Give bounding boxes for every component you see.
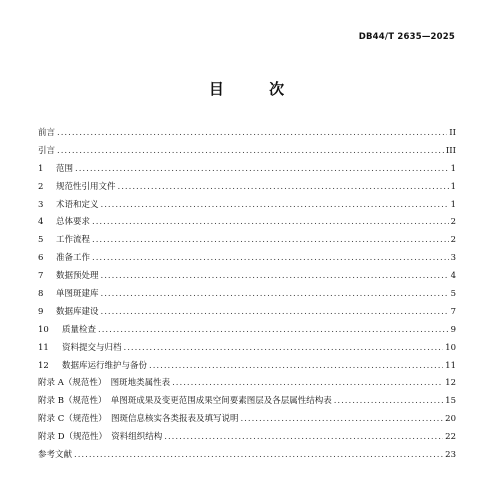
toc-entry-title: 规范性引用文件 (56, 181, 116, 192)
toc-entry[interactable] (38, 125, 456, 143)
toc-dot-leader (334, 393, 443, 411)
toc-entry-page: 1 (450, 163, 456, 174)
toc-entry[interactable] (38, 340, 456, 358)
toc-entry-page: 2 (450, 217, 456, 228)
toc-dot-leader (101, 268, 449, 286)
toc-entry-number: 11 (38, 342, 49, 353)
toc-entry-page: 4 (450, 271, 456, 282)
toc-entry-title: 数据库运行维护与备份 (62, 360, 148, 371)
toc-entry-number: 10 (38, 324, 49, 335)
toc-entry-title: 单图斑建库 (56, 289, 99, 300)
toc-entry-page: 1 (450, 181, 456, 192)
toc-entry-number: 3 (38, 199, 44, 210)
toc-entry-number: 5 (38, 235, 44, 246)
toc-entry[interactable] (38, 268, 456, 286)
toc-entry-number: 8 (38, 289, 44, 300)
toc-entry-page: 22 (445, 432, 456, 443)
toc-entry[interactable] (38, 197, 456, 215)
toc-entry-page: 1 (450, 199, 456, 210)
toc-entry-title: 引言 (38, 145, 56, 156)
toc-dot-leader (92, 232, 449, 250)
toc-dot-leader (172, 375, 443, 393)
toc-dot-leader (118, 179, 449, 197)
toc-entry-number: 4 (38, 217, 44, 228)
table-of-contents (38, 125, 456, 465)
toc-entry-page: III (445, 145, 456, 156)
toc-entry[interactable] (38, 411, 456, 429)
toc-entry-number: 2 (38, 181, 44, 192)
toc-entry[interactable] (38, 393, 456, 411)
toc-entry-title: 附录 C（规范性） 图斑信息核实各类报表及填写说明 (38, 414, 239, 425)
toc-dot-leader (98, 322, 449, 340)
toc-entry-page: 5 (450, 289, 456, 300)
toc-dot-leader (101, 197, 449, 215)
toc-entry[interactable] (38, 232, 456, 250)
toc-entry[interactable] (38, 447, 456, 465)
toc-entry-title: 总体要求 (56, 217, 91, 228)
document-code: DB44/T 2635—2025 (358, 32, 455, 42)
toc-dot-leader (164, 429, 443, 447)
toc-entry[interactable] (38, 161, 456, 179)
toc-entry-title: 附录 A（规范性） 图斑地类属性表 (38, 378, 171, 389)
toc-entry-title: 工作流程 (56, 235, 91, 246)
toc-entry-page: 2 (450, 235, 456, 246)
toc-entry-page: 10 (445, 342, 456, 353)
toc-entry[interactable] (38, 358, 456, 376)
toc-entry[interactable] (38, 322, 456, 340)
toc-dot-leader (101, 286, 449, 304)
toc-entry-page: 12 (445, 378, 456, 389)
toc-entry-page: 23 (445, 450, 456, 461)
toc-entry[interactable] (38, 179, 456, 197)
toc-entry-title: 前言 (38, 128, 56, 138)
toc-entry-title: 资料提交与归档 (62, 342, 122, 353)
toc-entry-number: 6 (38, 253, 44, 264)
toc-entry[interactable] (38, 304, 456, 322)
toc-entry-title: 数据预处理 (56, 271, 99, 282)
toc-entry-title: 附录 D（规范性） 资料组织结构 (38, 432, 163, 443)
toc-entry[interactable] (38, 143, 456, 161)
toc-entry[interactable] (38, 250, 456, 268)
toc-entry-page: 3 (450, 253, 456, 264)
toc-entry-number: 7 (38, 271, 44, 282)
toc-entry-title: 术语和定义 (56, 199, 99, 210)
toc-entry-title: 质量检查 (62, 324, 97, 335)
toc-entry-number: 12 (38, 360, 49, 371)
toc-entry-title: 参考文献 (38, 450, 73, 461)
toc-entry-page: II (449, 128, 456, 138)
toc-entry[interactable] (38, 375, 456, 393)
toc-dot-leader (75, 161, 449, 179)
toc-dot-leader (57, 143, 444, 161)
toc-entry-page: 11 (445, 360, 456, 371)
toc-dot-leader (240, 411, 443, 429)
toc-entry-title: 准备工作 (56, 253, 91, 264)
toc-dot-leader (149, 358, 443, 376)
toc-dot-leader (92, 214, 449, 232)
toc-dot-leader (92, 250, 449, 268)
toc-dot-leader (101, 304, 449, 322)
page-title: 目 次 (208, 80, 305, 98)
toc-dot-leader (57, 125, 447, 143)
toc-dot-leader (74, 447, 443, 465)
toc-entry-page: 9 (450, 324, 456, 335)
toc-entry-page: 7 (450, 306, 456, 317)
toc-entry[interactable] (38, 429, 456, 447)
toc-entry-number: 1 (38, 163, 44, 174)
toc-entry-title: 数据库建设 (56, 306, 99, 317)
toc-entry-title: 范围 (56, 163, 74, 174)
toc-dot-leader (124, 340, 444, 358)
toc-entry-number: 9 (38, 306, 44, 317)
toc-entry-page: 15 (445, 396, 456, 407)
toc-entry[interactable] (38, 214, 456, 232)
toc-entry-page: 20 (445, 414, 456, 425)
toc-entry[interactable] (38, 286, 456, 304)
toc-entry-title: 附录 B（规范性） 单图斑成果及变更范围成果空间要素图层及各层属性结构表 (38, 396, 332, 407)
